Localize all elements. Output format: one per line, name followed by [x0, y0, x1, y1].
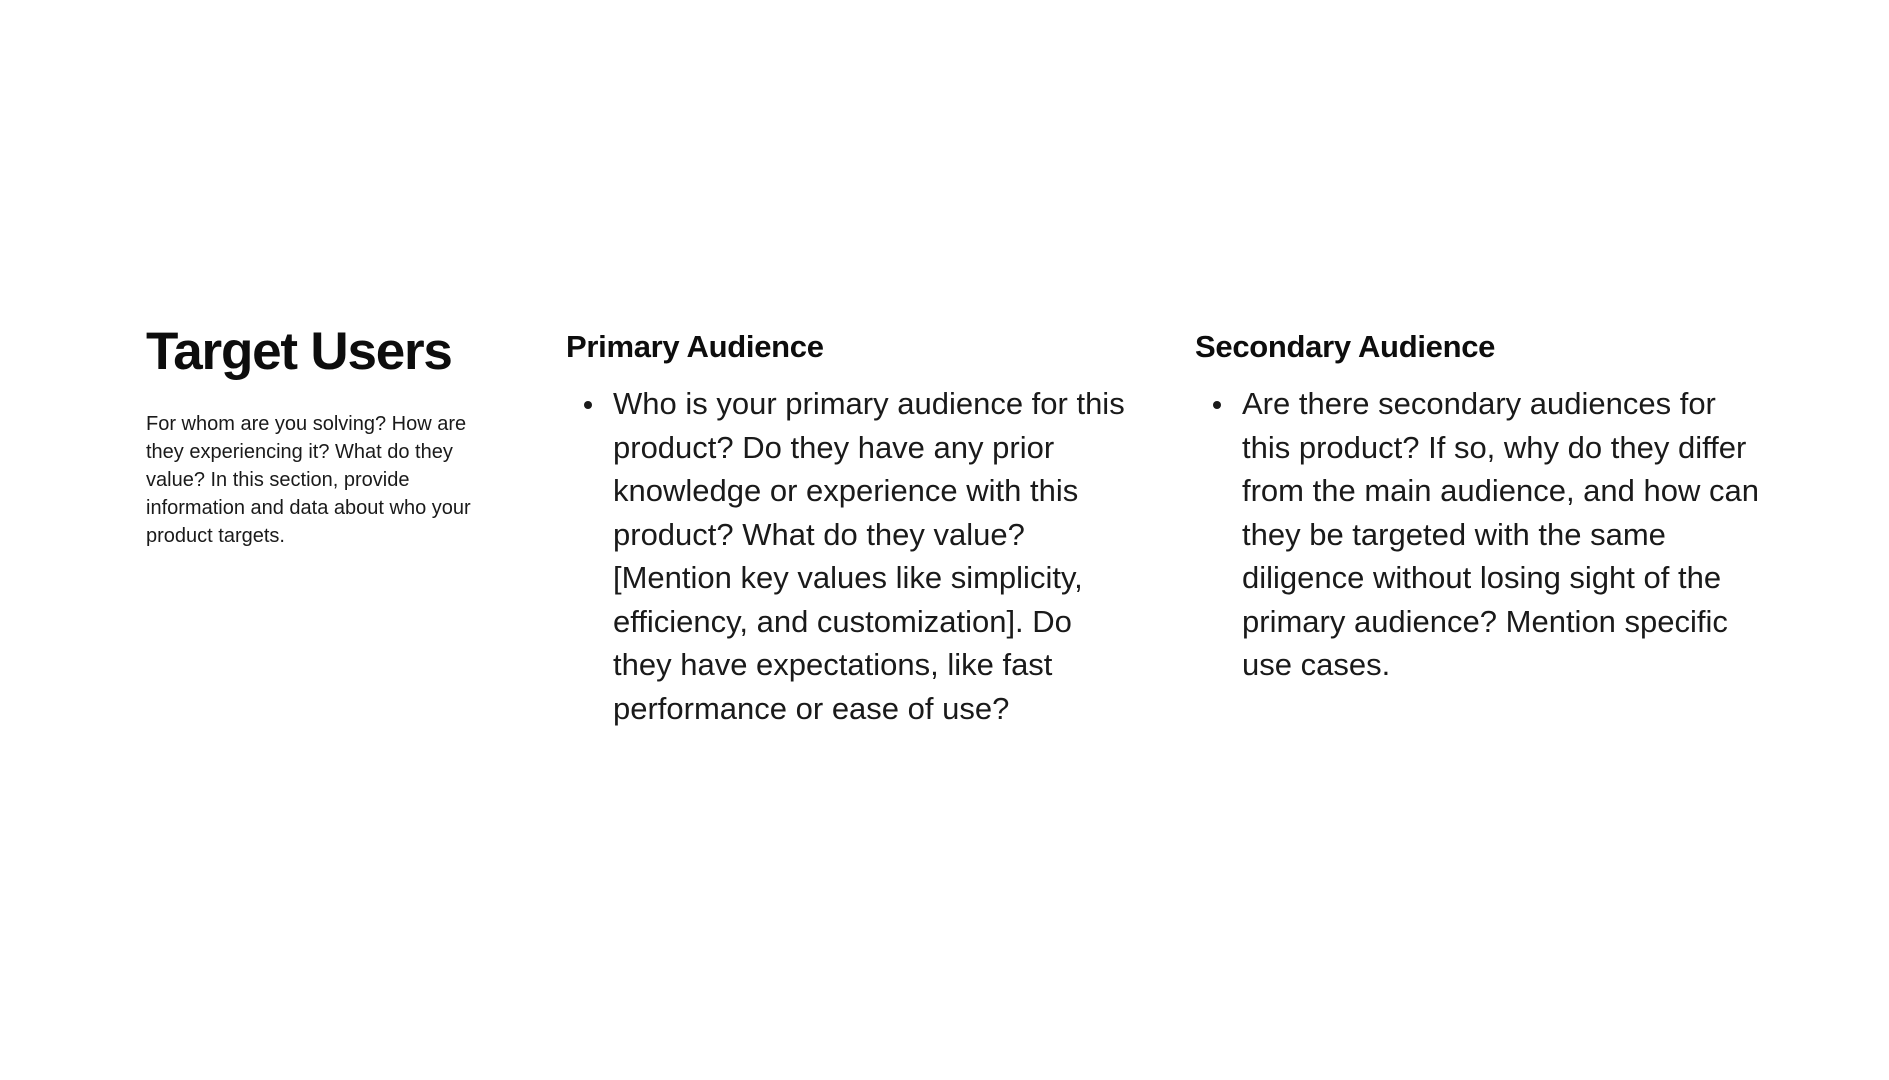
intro-section: [146, 322, 506, 550]
primary-audience-column: [566, 326, 1136, 730]
section-description: For whom are you solving? How are they experiencing it? What do they value? In this section, provide information and data about who your product targets.: [146, 413, 471, 547]
secondary-audience-column: [1195, 326, 1765, 687]
list-item: Who is your primary audience for this product? Do they have any prior knowledge or experience with this product? What do they value? [Mention key values like simplicity, efficiency, and customization]. Do they have expectations, like fast performance or ease of use?: [566, 382, 1136, 730]
page-title: Target Users: [146, 322, 452, 381]
secondary-audience-heading: Secondary Audience: [1195, 329, 1496, 364]
primary-audience-heading: Primary Audience: [566, 329, 824, 364]
secondary-audience-list: [1195, 382, 1765, 687]
primary-audience-list: [566, 382, 1136, 730]
list-item: Are there secondary audiences for this product? If so, why do they differ from the main audience, and how can they be targeted with the same diligence without losing sight of the primary audience? Mention specific use cases.: [1195, 382, 1765, 687]
